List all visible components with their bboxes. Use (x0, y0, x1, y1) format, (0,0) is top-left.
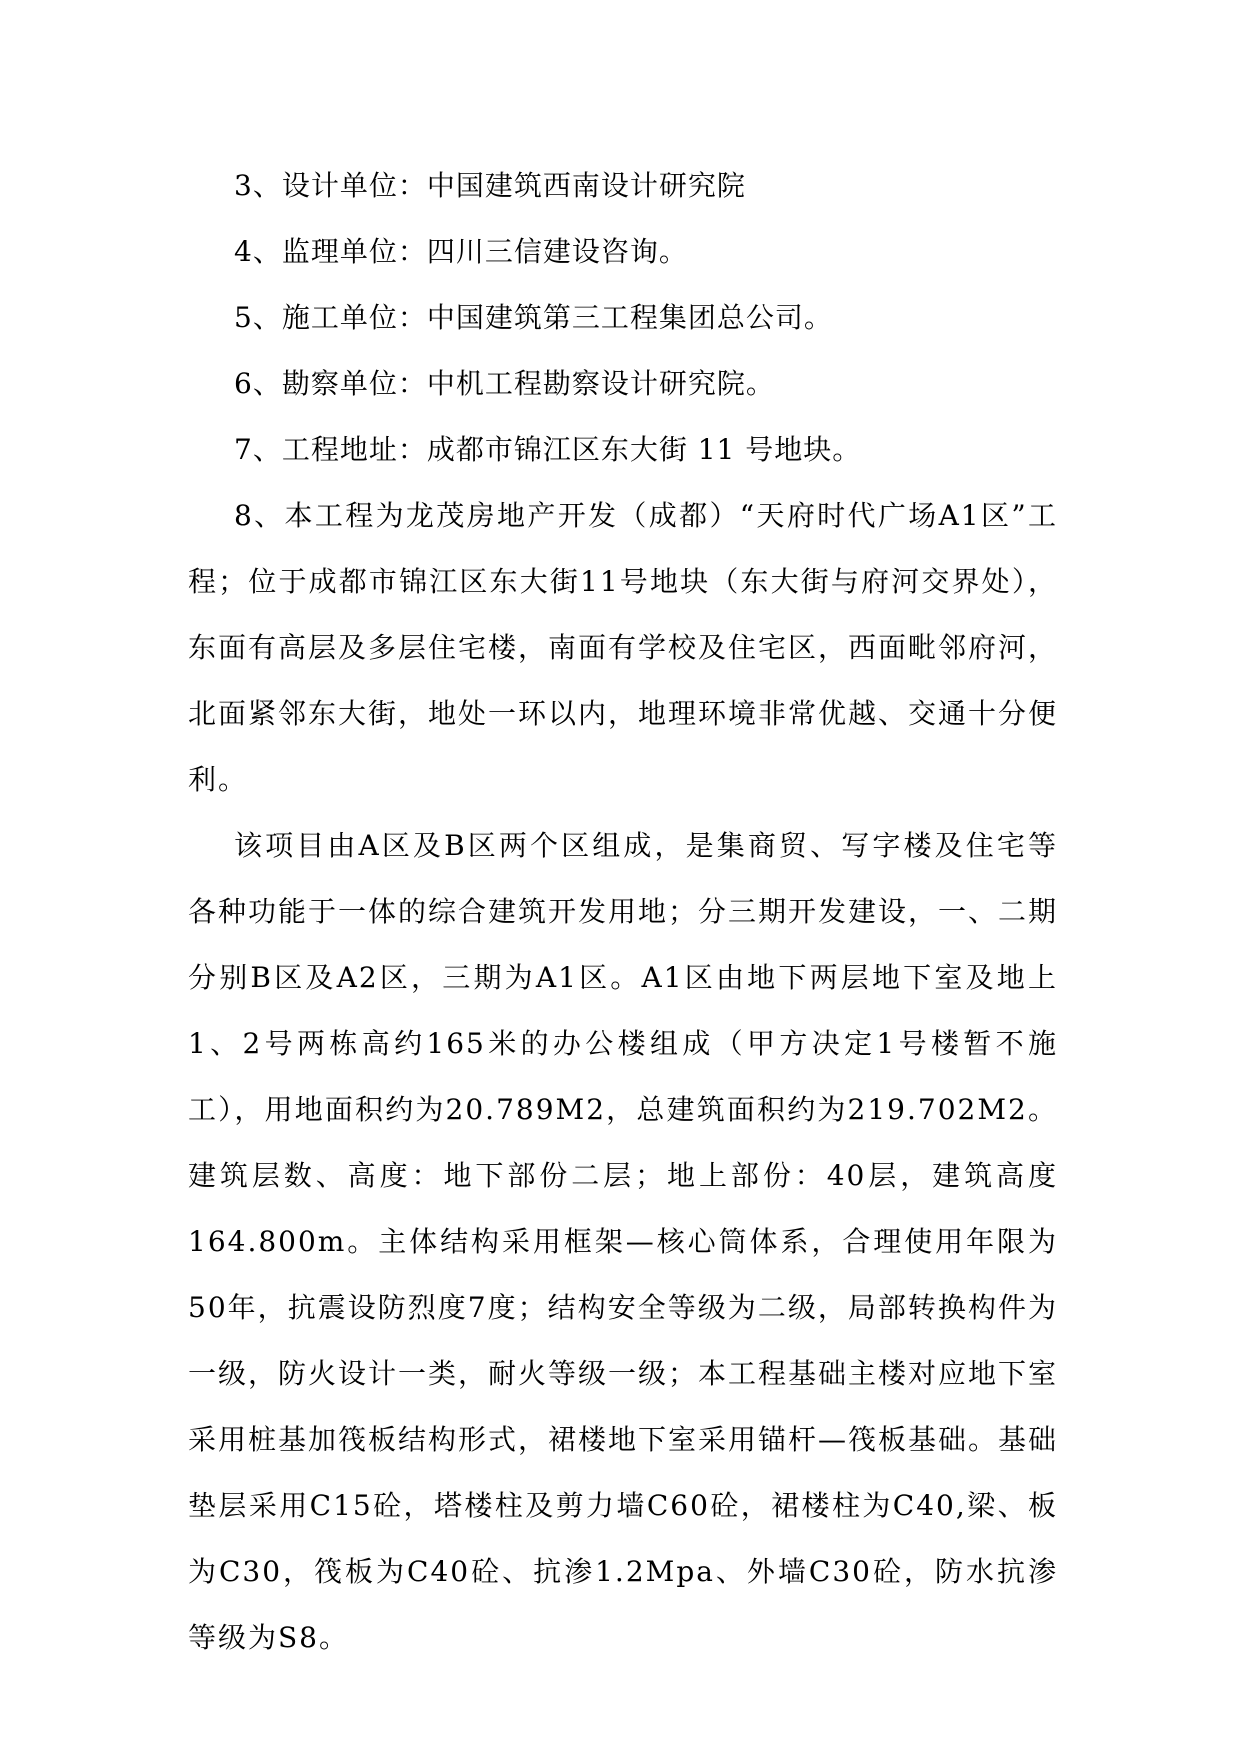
construction-unit-line: 5、施工单位：中国建筑第三工程集团总公司。 (234, 301, 833, 334)
supervision-unit-line: 4、监理单位：四川三信建设咨询。 (234, 235, 688, 268)
design-unit-line: 3、设计单位：中国建筑西南设计研究院 (234, 169, 746, 202)
survey-unit-line: 6、勘察单位：中机工程勘察设计研究院。 (234, 367, 775, 400)
project-address-line: 7、工程地址：成都市锦江区东大街 11 号地块。 (234, 433, 862, 466)
project-overview-paragraph: 8、本工程为龙茂房地产开发（成都）“天府时代广场A1区”工程；位于成都市锦江区东大街11号地块（东大街与府河交界处），东面有高层及多层住宅楼，南面有学校及住宅区，西面毗邻府河，北面紧邻东大街，地处一环以内，地理环境非常优越、交通十分便利。 (188, 499, 1059, 796)
document-body (188, 153, 1058, 1671)
project-details-paragraph: 该项目由A区及B区两个区组成，是集商贸、写字楼及住宅等各种功能于一体的综合建筑开发用地；分三期开发建设，一、二期分别B区及A2区，三期为A1区。A1区由地下两层地下室及地上1、2号两栋高约165米的办公楼组成（甲方决定1号楼暂不施工），用地面积约为20.789M2，总建筑面积约为219.702M2。建筑层数、高度：地下部份二层；地上部份：40层，建筑高度164.800m。主体结构采用框架—核心筒体系，合理使用年限为50年，抗震设防烈度7度；结构安全等级为二级，局部转换构件为一级，防火设计一类，耐火等级一级；本工程基础主楼对应地下室采用桩基加筏板结构形式，裙楼地下室采用锚杆—筏板基础。基础垫层采用C15砼，塔楼柱及剪力墙C60砼，裙楼柱为C40,梁、板为C30，筏板为C40砼、抗渗1.2Mpa、外墙C30砼，防水抗渗等级为S8。 (188, 829, 1059, 1654)
